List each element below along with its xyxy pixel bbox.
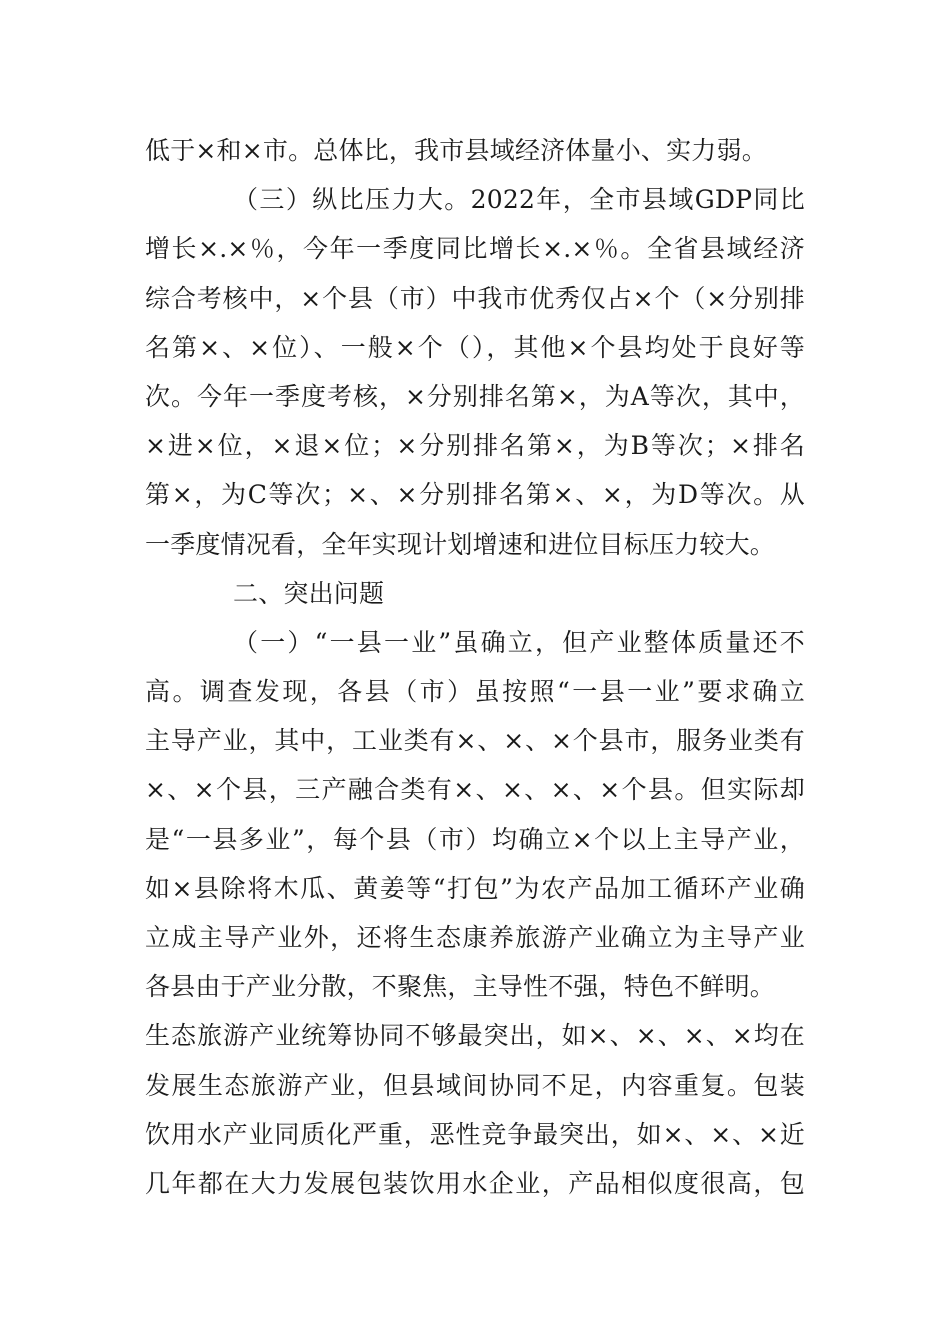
- text-line: 几年都在大力发展包装饮用水企业，产品相似度很高，包: [145, 1168, 805, 1198]
- text-line: 低于×和×市。总体比，我市县域经济体量小、实力弱。: [145, 136, 767, 165]
- text-line: （三）纵比压力大。2022年，全市县域GDP同比: [233, 185, 805, 215]
- text-line: 主导产业，其中，工业类有×、×、×个县市，服务业类有: [145, 726, 805, 756]
- text-line: 发展生态旅游产业，但县域间协同不足，内容重复。包装: [145, 1070, 805, 1100]
- text-line: 是“一县多业”，每个县（市）均确立×个以上主导产业，: [145, 824, 805, 854]
- text-line: 第×，为C等次；×、×分别排名第×、×，为D等次。从: [145, 480, 805, 510]
- text-line: 生态旅游产业统筹协同不够最突出，如×、×、×、×均在: [145, 1021, 805, 1051]
- text-line: 综合考核中，×个县（市）中我市优秀仅占×个（×分别排: [145, 283, 805, 313]
- text-line: 名第×、×位）、一般×个（），其他×个县均处于良好等: [145, 332, 805, 362]
- document-body: [145, 126, 805, 1208]
- text-line: 增长×.×％，今年一季度同比增长×.×％。全省县域经济: [145, 234, 805, 264]
- text-line: ×进×位，×退×位；×分别排名第×，为B等次；×排名: [145, 431, 805, 461]
- text-line: ×、×个县，三产融合类有×、×、×、×个县。但实际却: [145, 775, 805, 805]
- text-line: 立成主导产业外，还将生态康养旅游产业确立为主导产业: [145, 923, 805, 952]
- text-line: 次。今年一季度考核，×分别排名第×，为A等次，其中，: [145, 381, 805, 411]
- text-line: 各县由于产业分散，不聚焦，主导性不强，特色不鲜明。: [145, 972, 776, 1002]
- text-line: 一季度情况看，全年实现计划增速和进位目标压力较大。: [145, 529, 776, 559]
- text-line: （一）“一县一业”虽确立，但产业整体质量还不: [233, 627, 805, 657]
- text-line: 高。调查发现，各县（市）虽按照“一县一业”要求确立: [145, 677, 805, 707]
- text-line: 饮用水产业同质化严重，恶性竞争最突出，如×、×、×近: [145, 1119, 805, 1149]
- text-line: 如×县除将木瓜、黄姜等“打包”为农产品加工循环产业确: [145, 873, 805, 903]
- text-line: 二、突出问题: [233, 578, 385, 608]
